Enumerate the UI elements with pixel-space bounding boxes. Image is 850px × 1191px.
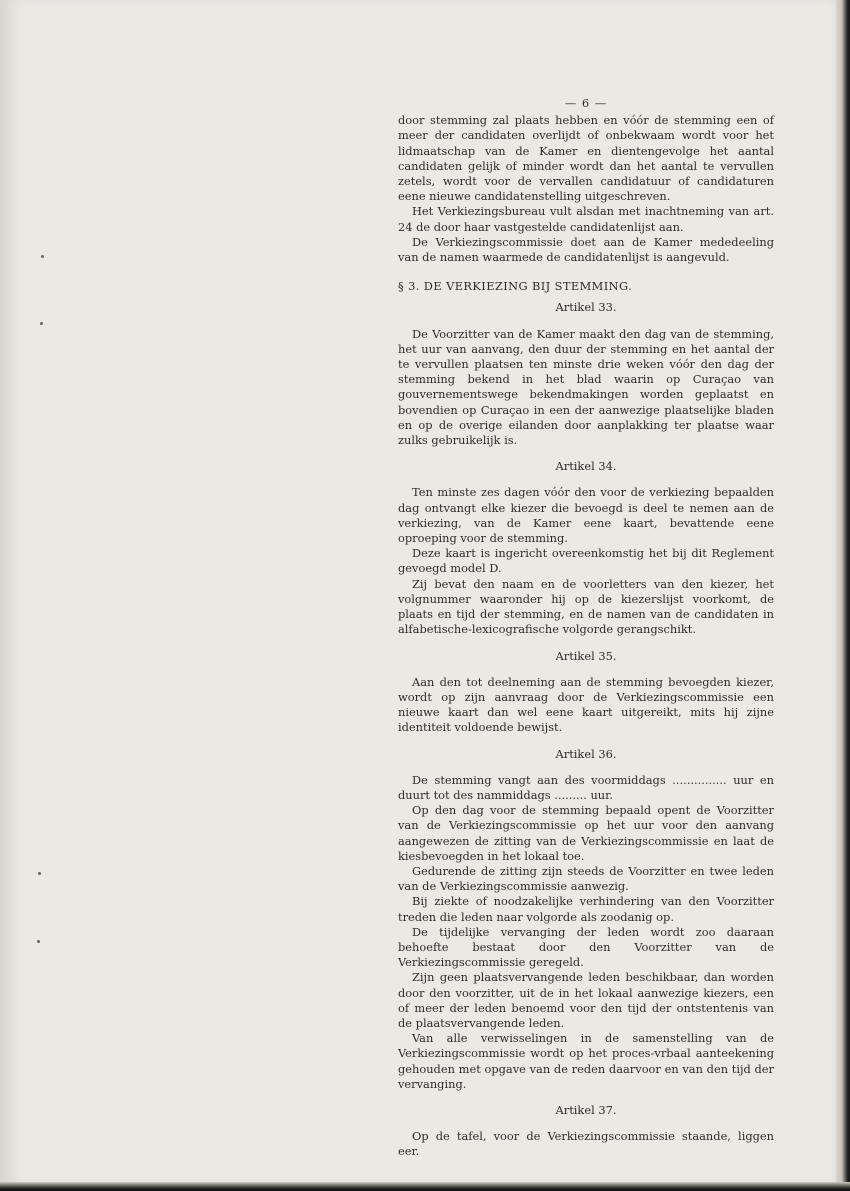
- hole-mark: [41, 255, 44, 258]
- paragraph: door stemming zal plaats hebben en vóór de stemming een of meer der candidaten overlijdt of onbekwaam wordt voor het lidmaatschap van de Kamer en dientengevolge het aantal candidaten gelijk of minder wordt dan het aantal te vervullen zetels, wordt voor de vervallen candidatuur of candidaturen eene nieuwe candidatenstelling uitgeschreven.: [398, 113, 774, 204]
- article-title: Artikel 33.: [555, 300, 617, 315]
- paragraph: Aan den tot deelneming aan de stemming bevoegden kiezer, wordt op zijn aanvraag door de Verkiezingscommissie een nieuwe kaart dan wel eene kaart uitgereikt, mits hij zijne identiteit voldoende bewijst.: [398, 674, 774, 735]
- article-title: Artikel 37.: [555, 1102, 617, 1117]
- paragraph: Het Verkiezingsbureau vult alsdan met inachtneming van art. 24 de door haar vastgestelde candidatenlijst aan.: [398, 204, 774, 234]
- article-title: Artikel 35.: [555, 648, 617, 663]
- binding-shadow: [0, 0, 22, 1184]
- paragraph: Deze kaart is ingericht overeenkomstig het bij dit Reglement gevoegd model D.: [398, 546, 774, 576]
- page-edge-right: [836, 0, 850, 1191]
- paragraph: Van alle verwisselingen in de samenstelling van de Verkiezingscommissie wordt op het proces-vrbaal aanteekening gehouden met opgave van de reden daarvoor en van den tijd der vervanging.: [398, 1031, 774, 1091]
- hole-mark: [38, 872, 41, 875]
- hole-mark: [37, 940, 40, 943]
- paragraph: Zij bevat den naam en de voorletters van den kiezer, het volgnummer waaronder hij op de kiezerslijst voorkomt, de plaats en tijd der stemming, en de namen van de candidaten in alfabetische-lexicografische volgorde gerangschikt.: [398, 576, 774, 637]
- paragraph: Ten minste zes dagen vóór den voor de verkiezing bepaalden dag ontvangt elke kiezer die bevoegd is deel te nemen aan de verkiezing, van de Kamer eene kaart, bevattende eene oproeping voor de stemming.: [398, 485, 774, 546]
- text-column: [398, 96, 774, 1160]
- paragraph: Op den dag voor de stemming bepaald opent de Voorzitter van de Verkiezingscommissie op het uur voor den aanvang aangewezen de zitting van de Verkiezingscommissie en laat de kiesbevoegden in het lokaal toe.: [398, 803, 774, 863]
- paragraph: De Verkiezingscommissie doet aan de Kamer mededeeling van de namen waarmede de candidatenlijst is aangevuld.: [398, 234, 774, 265]
- page-edge-bottom: [0, 1182, 850, 1191]
- paragraph: Gedurende de zitting zijn steeds de Voorzitter en twee leden van de Verkiezingscommissie aanwezig.: [398, 863, 774, 894]
- paragraph: De Voorzitter van de Kamer maakt den dag van de stemming, het uur van aanvang, den duur der stemming en het aantal der te vervullen plaatsen ten minste drie weken vóór den dag der stemming bekend in het blad waarin op Curaçao van gouvernementswege bekendmakingen worden geplaatst en bovendien op Curaçao in een der aanwezige plaatselijke bladen en op de overige eilanden door aanplakking ter plaatse waar zulks gebruikelijk is.: [398, 326, 774, 448]
- paragraph: Op de tafel, voor de Verkiezingscommissie staande, liggen eer.: [398, 1129, 774, 1159]
- hole-mark: [40, 322, 43, 325]
- section-heading: § 3. DE VERKIEZING BIJ STEMMING.: [398, 279, 633, 294]
- paragraph: De tijdelijke vervanging der leden wordt zoo daaraan behoefte bestaat door den Voorzitter van de Verkiezingscommissie geregeld.: [398, 924, 774, 970]
- page-number: — 6 —: [564, 96, 608, 110]
- paragraph: De stemming vangt aan des voormiddags ............... uur en duurt tot des nammiddags ......... uur.: [398, 772, 774, 802]
- article-title: Artikel 34.: [555, 459, 617, 474]
- paragraph: Zijn geen plaatsvervangende leden beschikbaar, dan worden door den voorzitter, uit de in het lokaal aanwezige kiezers, een of meer der leden benoemd voor den tijd der ontstentenis van de plaatsvervangende leden.: [398, 970, 774, 1030]
- paragraph: Bij ziekte of noodzakelijke verhindering van den Voorzitter treden die leden naar volgorde als zoodanig op.: [398, 894, 774, 924]
- article-title: Artikel 36.: [555, 746, 617, 761]
